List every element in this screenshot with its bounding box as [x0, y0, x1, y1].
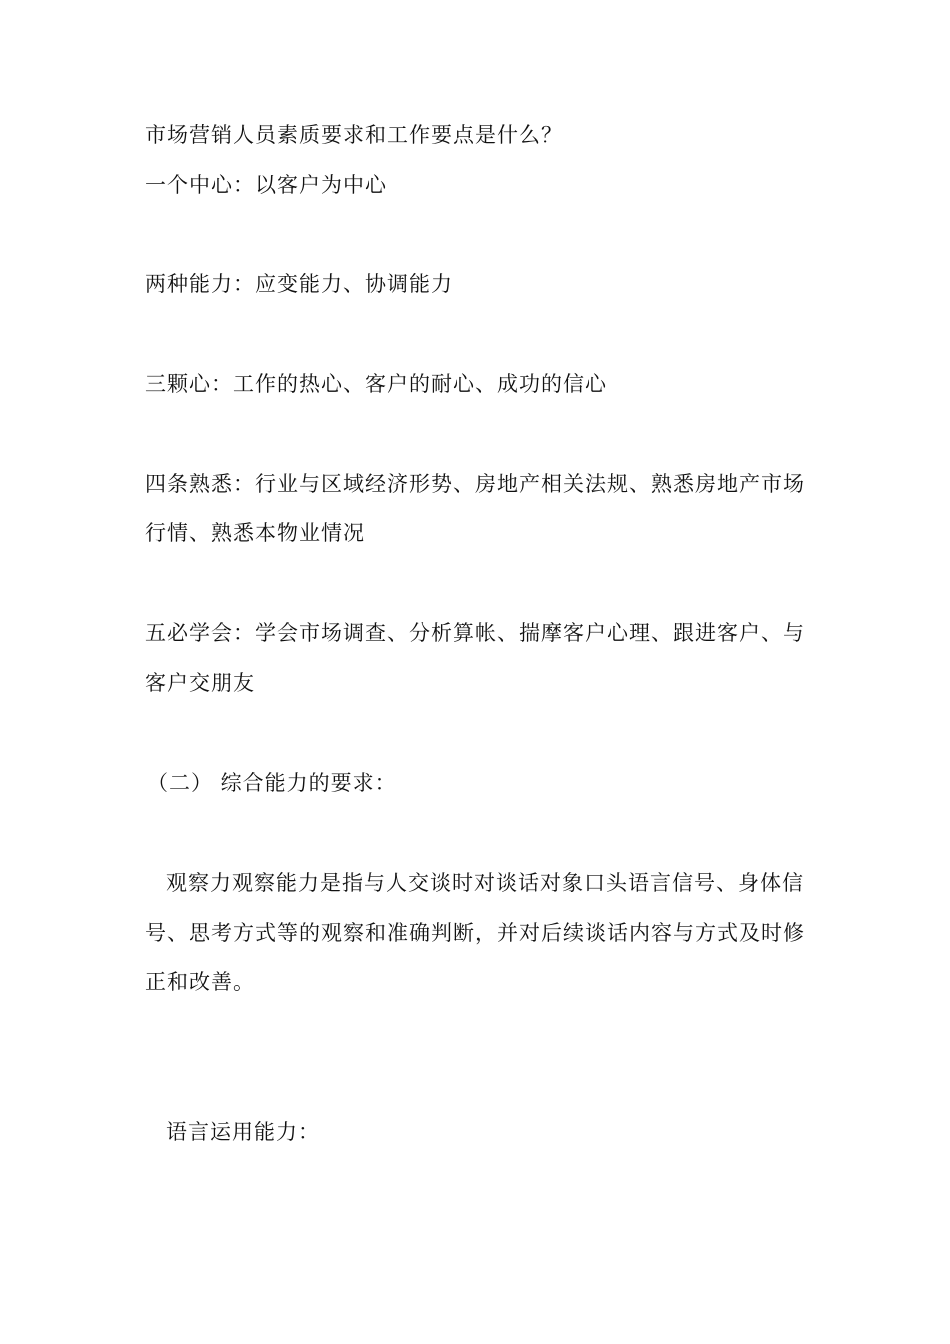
observation-paragraph-line-2: 号、思考方式等的观察和准确判断，并对后续谈话内容与方式及时修 [145, 921, 805, 945]
item-four-familiar-line-1: 四条熟悉：行业与区域经济形势、房地产相关法规、熟悉房地产市场 [145, 472, 805, 496]
item-four-familiar-line-2: 行情、熟悉本物业情况 [145, 521, 365, 545]
item-five-learn-line-1: 五必学会：学会市场调查、分析算帐、揣摩客户心理、跟进客户、与 [145, 621, 805, 645]
observation-paragraph-line-3: 正和改善。 [145, 970, 255, 994]
document-title: 市场营销人员素质要求和工作要点是什么？ [145, 123, 563, 147]
item-three-hearts: 三颗心：工作的热心、客户的耐心、成功的信心 [145, 372, 607, 396]
observation-paragraph-line-1: 观察力观察能力是指与人交谈时对谈话对象口头语言信号、身体信 [166, 871, 804, 895]
section-two-heading: （二） 综合能力的要求： [147, 771, 397, 795]
item-one-center: 一个中心：以客户为中心 [145, 173, 387, 197]
item-five-learn-line-2: 客户交朋友 [145, 671, 255, 695]
language-ability-heading: 语言运用能力： [166, 1120, 320, 1144]
item-two-abilities: 两种能力：应变能力、协调能力 [145, 272, 453, 296]
